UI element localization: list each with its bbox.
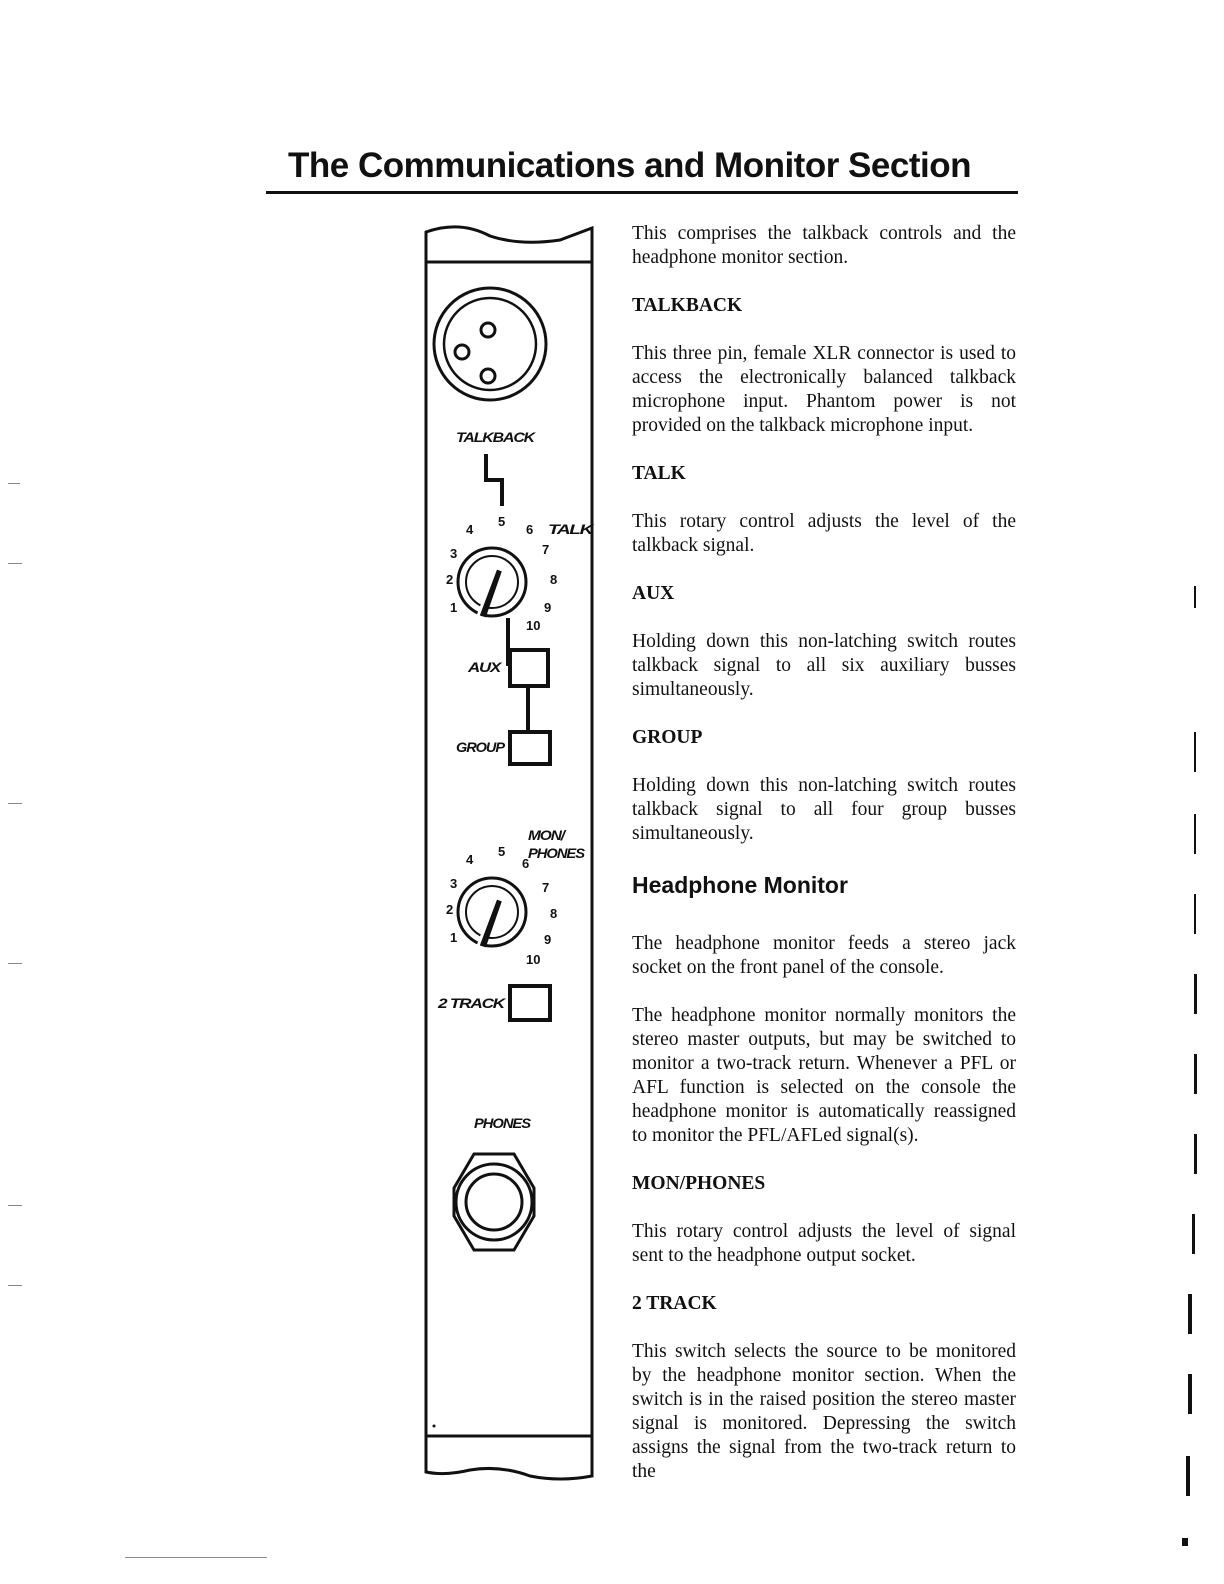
group-switch (510, 732, 550, 764)
mon-tick-9: 9 (544, 932, 552, 947)
aux-heading: AUX (632, 583, 675, 604)
mon-phones-knob (458, 878, 526, 946)
talkback-panel-label: TALKBACK (456, 429, 537, 445)
talkback-paragraph: This three pin, female XLR connector is used to access the electronically balanced talkback microphone input. Phantom power is not provided on the talkback microphone input. (632, 343, 1016, 436)
mon-tick-1: 1 (450, 930, 458, 945)
talk-panel-label: TALK (548, 521, 595, 537)
mon-tick-2: 2 (446, 902, 454, 917)
talkback-link-line (486, 454, 502, 506)
mon-tick-6: 6 (522, 856, 530, 871)
margin-mark (8, 1285, 22, 1286)
talkback-heading: TALKBACK (632, 295, 743, 316)
margin-mark (8, 803, 22, 804)
talk-tick-5: 5 (498, 514, 506, 529)
mon-phones-paragraph: This rotary control adjusts the level of signal sent to the headphone output socket. (632, 1221, 1016, 1266)
two-track-heading: 2 TRACK (632, 1293, 717, 1314)
headphone-paragraph-2: The headphone monitor normally monitors the stereo master outputs, but may be switched to monitor a two-track return. Whenever a PFL or AFL function is selected on the console the headphone monitor is automatically reassigned to monitor the PFL/AFLed signal(s). (632, 1005, 1016, 1146)
mon-tick-8: 8 (550, 906, 558, 921)
margin-mark (1194, 814, 1196, 854)
channel-strip-illustration (420, 220, 600, 1495)
xlr-pin-2 (455, 345, 469, 359)
page-title: The Communications and Monitor Section (288, 146, 971, 185)
mon-phones-label-line2: PHONES (528, 845, 586, 861)
xlr-pin-3 (481, 369, 495, 383)
margin-mark (1194, 974, 1197, 1014)
group-paragraph: Holding down this non-latching switch routes talkback signal to all four group busses simultaneously. (632, 775, 1016, 844)
title-rule (266, 191, 1018, 194)
two-track-panel-label: 2 TRACK (436, 995, 507, 1011)
headphone-monitor-heading: Headphone Monitor (632, 872, 848, 898)
margin-mark (8, 483, 20, 484)
two-track-paragraph: This switch selects the source to be monitored by the headphone monitor section. When the switch is in the raised position the stereo master signal is monitored. Depressing the switch assigns the signal from the two-track return to the (632, 1341, 1016, 1482)
two-track-switch (510, 986, 550, 1020)
margin-mark (1188, 1374, 1192, 1414)
margin-mark (1182, 1538, 1188, 1546)
talk-tick-1: 1 (450, 600, 458, 615)
margin-mark (8, 563, 22, 564)
mon-tick-3: 3 (450, 876, 458, 891)
margin-mark (1194, 1134, 1197, 1174)
talk-tick-10: 10 (526, 618, 541, 633)
aux-paragraph: Holding down this non-latching switch routes talkback signal to all six auxiliary busses simultaneously. (632, 631, 1016, 700)
xlr-inner (444, 298, 536, 390)
talk-tick-2: 2 (446, 572, 454, 587)
group-heading: GROUP (632, 727, 703, 748)
talk-tick-8: 8 (550, 572, 558, 587)
margin-mark (1192, 1214, 1195, 1254)
aux-panel-label: AUX (466, 659, 504, 675)
panel-dot (433, 1425, 436, 1428)
mon-tick-5: 5 (498, 844, 506, 859)
margin-mark (1194, 586, 1196, 608)
talk-tick-9: 9 (544, 600, 552, 615)
headphone-paragraph-1: The headphone monitor feeds a stereo jack socket on the front panel of the console. (632, 933, 1016, 978)
aux-switch (510, 650, 548, 686)
mon-phones-heading: MON/PHONES (632, 1173, 766, 1194)
mon-tick-10: 10 (526, 952, 541, 967)
talk-tick-7: 7 (542, 542, 550, 557)
mon-phones-label-line1: MON/ (528, 827, 568, 843)
body-text-column (632, 222, 1016, 1508)
margin-mark (1188, 1294, 1192, 1334)
margin-mark (8, 963, 22, 964)
phones-panel-label: PHONES (474, 1115, 532, 1131)
margin-mark (1186, 1456, 1190, 1496)
mon-tick-7: 7 (542, 880, 550, 895)
phones-jack-socket (454, 1154, 534, 1250)
talk-heading: TALK (632, 463, 686, 484)
talk-tick-4: 4 (466, 522, 474, 537)
margin-mark (8, 1205, 22, 1206)
talk-tick-3: 3 (450, 546, 458, 561)
margin-mark (1194, 894, 1196, 934)
talk-knob (458, 548, 526, 616)
strip-bottom-cap (426, 1436, 592, 1479)
strip-top-cap (426, 227, 592, 262)
mon-tick-4: 4 (466, 852, 474, 867)
intro-paragraph: This comprises the talkback controls and the headphone monitor section. (632, 223, 1016, 268)
xlr-pin-1 (481, 323, 495, 337)
group-panel-label: GROUP (456, 739, 506, 755)
margin-mark (1194, 732, 1196, 772)
talk-tick-6: 6 (526, 522, 534, 537)
margin-mark (1194, 1054, 1197, 1094)
talk-paragraph: This rotary control adjusts the level of the talkback signal. (632, 511, 1016, 556)
bottom-rule (125, 1557, 267, 1558)
